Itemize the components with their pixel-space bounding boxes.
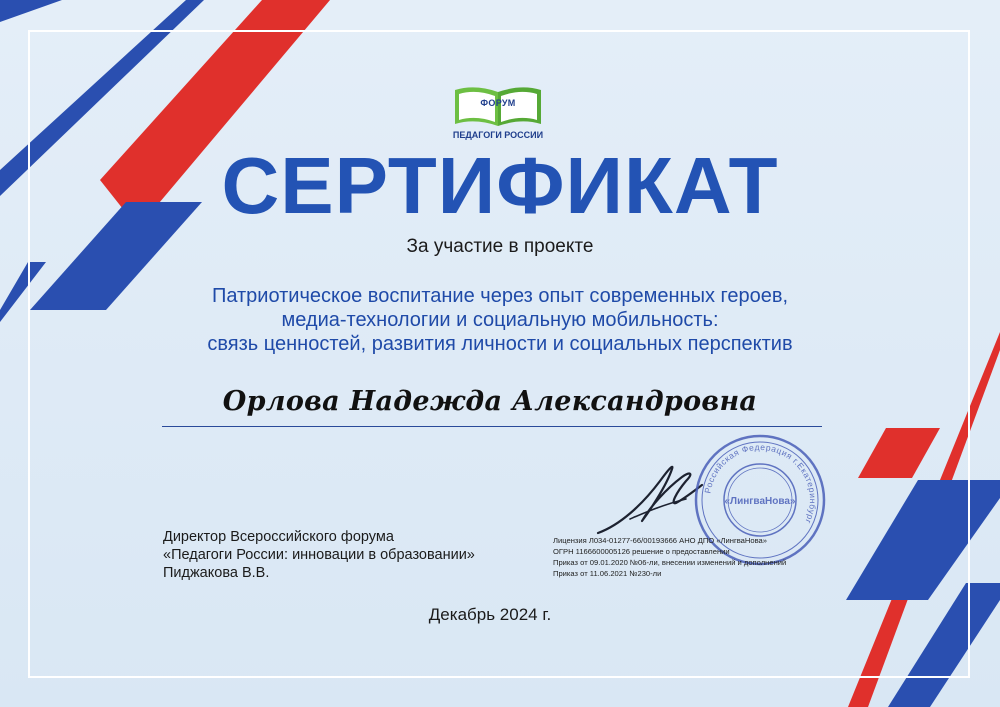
director-line: Пиджакова В.В. (163, 565, 270, 581)
license-line: Лицензия Л034-01277-66/00193666 АНО ДПО «ЛингваНова» (553, 536, 768, 545)
license-line: ОГРН 1166600005126 решение о предоставлении (553, 547, 730, 556)
project-line: Патриотическое воспитание через опыт современных героев, (211, 285, 789, 307)
project-line: связь ценностей, развития личности и социальных перспектив (207, 333, 793, 355)
director-line: «Педагоги России: инновации в образовании» (163, 547, 475, 563)
certificate-title: СЕРТИФИКАТ (221, 141, 779, 230)
director-line: Директор Всероссийского форума (163, 529, 394, 545)
recipient-underline (162, 426, 822, 427)
stripe-blue-top-left (0, 0, 62, 22)
recipient-name: Орлова Надежда Александровна (222, 386, 758, 417)
seal-ring-text: Российская Федерация г.Екатеринбург (702, 441, 819, 526)
issue-date: Декабрь 2024 г. (428, 605, 552, 624)
logo-teachers-text: ПЕДАГОГИ РОССИИ (452, 130, 544, 140)
project-title (100, 284, 900, 356)
license-info (553, 535, 786, 579)
certificate-subtitle: За участие в проекте (406, 236, 594, 257)
forum-logo (443, 84, 553, 144)
logo-forum-text: ФОРУМ (480, 98, 516, 108)
open-book-icon (443, 84, 553, 132)
project-line: медиа-технологии и социальную мобильность: (281, 309, 719, 331)
director-block (163, 528, 475, 582)
license-line: Приказ от 09.01.2020 №06-ли, внесении изменений и дополнений (553, 558, 787, 567)
seal-center-text: «ЛингваНова» (724, 496, 796, 507)
svg-text:Российская Федерация г.Екатери (702, 442, 818, 526)
license-line: Приказ от 11.06.2021 №230-ли (553, 569, 662, 578)
